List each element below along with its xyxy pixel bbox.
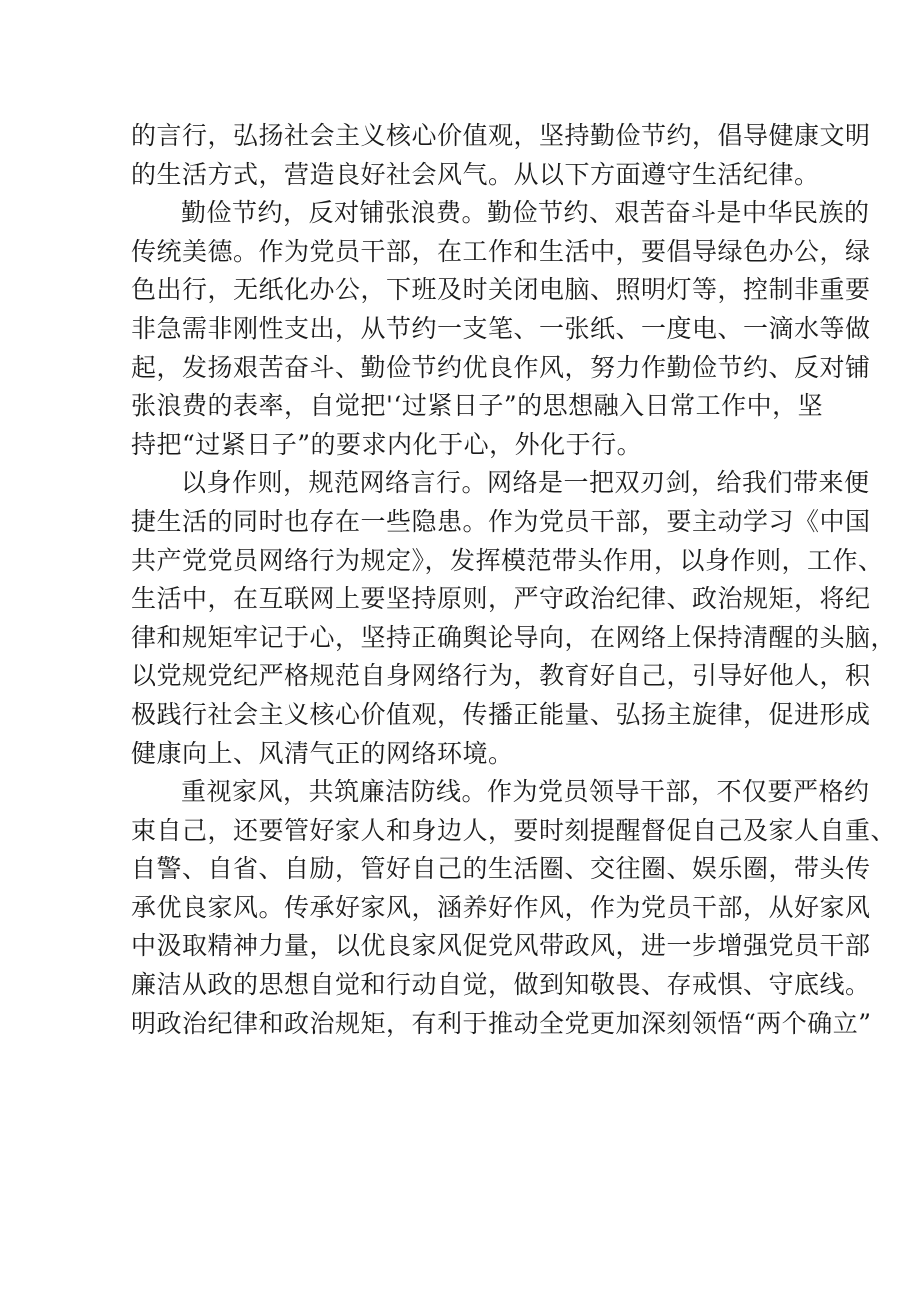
text-line: 起，发扬艰苦奋斗、勤俭节约优良作风，努力作勤俭节约、反对铺 <box>131 352 871 382</box>
text-line: 持把“过紧日子”的要求内化于心，外化于行。 <box>131 429 643 459</box>
text-line: 健康向上、风清气正的网络环境。 <box>131 738 514 768</box>
text-line: 传统美德。作为党员干部，在工作和生活中，要倡导绿色办公，绿 <box>131 236 871 266</box>
text-line: 明政治纪律和政治规矩，有利于推动全党更加深刻领悟“两个确立” <box>131 1008 872 1038</box>
text-line: 以党规党纪严格规范自身网络行为，教育好自己，引导好他人，积 <box>131 661 871 691</box>
paragraph-first-line: 以身作则，规范网络言行。网络是一把双刃剑，给我们带来便 <box>181 468 870 498</box>
text-line: 极践行社会主义核心价值观，传播正能量、弘扬主旋律，促进形成 <box>131 699 871 729</box>
text-line: 律和规矩牢记于心，坚持正确舆论导向，在网络上保持清醒的头脑， <box>131 622 897 652</box>
text-line: 中汲取精神力量，以优良家风促党风带政风，进一步增强党员干部 <box>131 931 871 961</box>
text-line: 承优良家风。传承好家风，涵养好作风，作为党员干部，从好家风 <box>131 892 871 922</box>
document-body <box>131 117 897 1043</box>
text-line: 共产党党员网络行为规定》，发挥模范带头作用，以身作则，工作、 <box>131 545 884 575</box>
text-line: 束自己，还要管好家人和身边人，要时刻提醒督促自己及家人自重、 <box>131 815 897 845</box>
text-line: 生活中，在互联网上要坚持原则，严守政治纪律、政治规矩，将纪 <box>131 584 871 614</box>
text-line: 非急需非刚性支出，从节约一支笔、一张纸、一度电、一滴水等做 <box>131 313 871 343</box>
paragraph-first-line: 勤俭节约，反对铺张浪费。勤俭节约、艰苦奋斗是中华民族的 <box>181 198 870 228</box>
text-line: 色出行，无纸化办公，下班及时关闭电脑、照明灯等，控制非重要 <box>131 275 871 305</box>
text-line: 捷生活的同时也存在一些隐患。作为党员干部，要主动学习《中国 <box>131 506 871 536</box>
text-line: 廉洁从政的思想自觉和行动自觉，做到知敬畏、存戒惧、守底线。 <box>131 970 871 1000</box>
text-line: 自警、自省、自励，管好自己的生活圈、交往圈、娱乐圈，带头传 <box>131 854 871 884</box>
text-line: 张浪费的表率，自觉把'‘过紧日子”的思想融入日常工作中，坚 <box>131 391 824 421</box>
text-line: 的生活方式，营造良好社会风气。从以下方面遵守生活纪律。 <box>131 159 820 189</box>
paragraph-first-line: 重视家风，共筑廉洁防线。作为党员领导干部，不仅要严格约 <box>181 777 870 807</box>
text-line: 的言行，弘扬社会主义核心价值观，坚持勤俭节约，倡导健康文明 <box>131 121 871 150</box>
